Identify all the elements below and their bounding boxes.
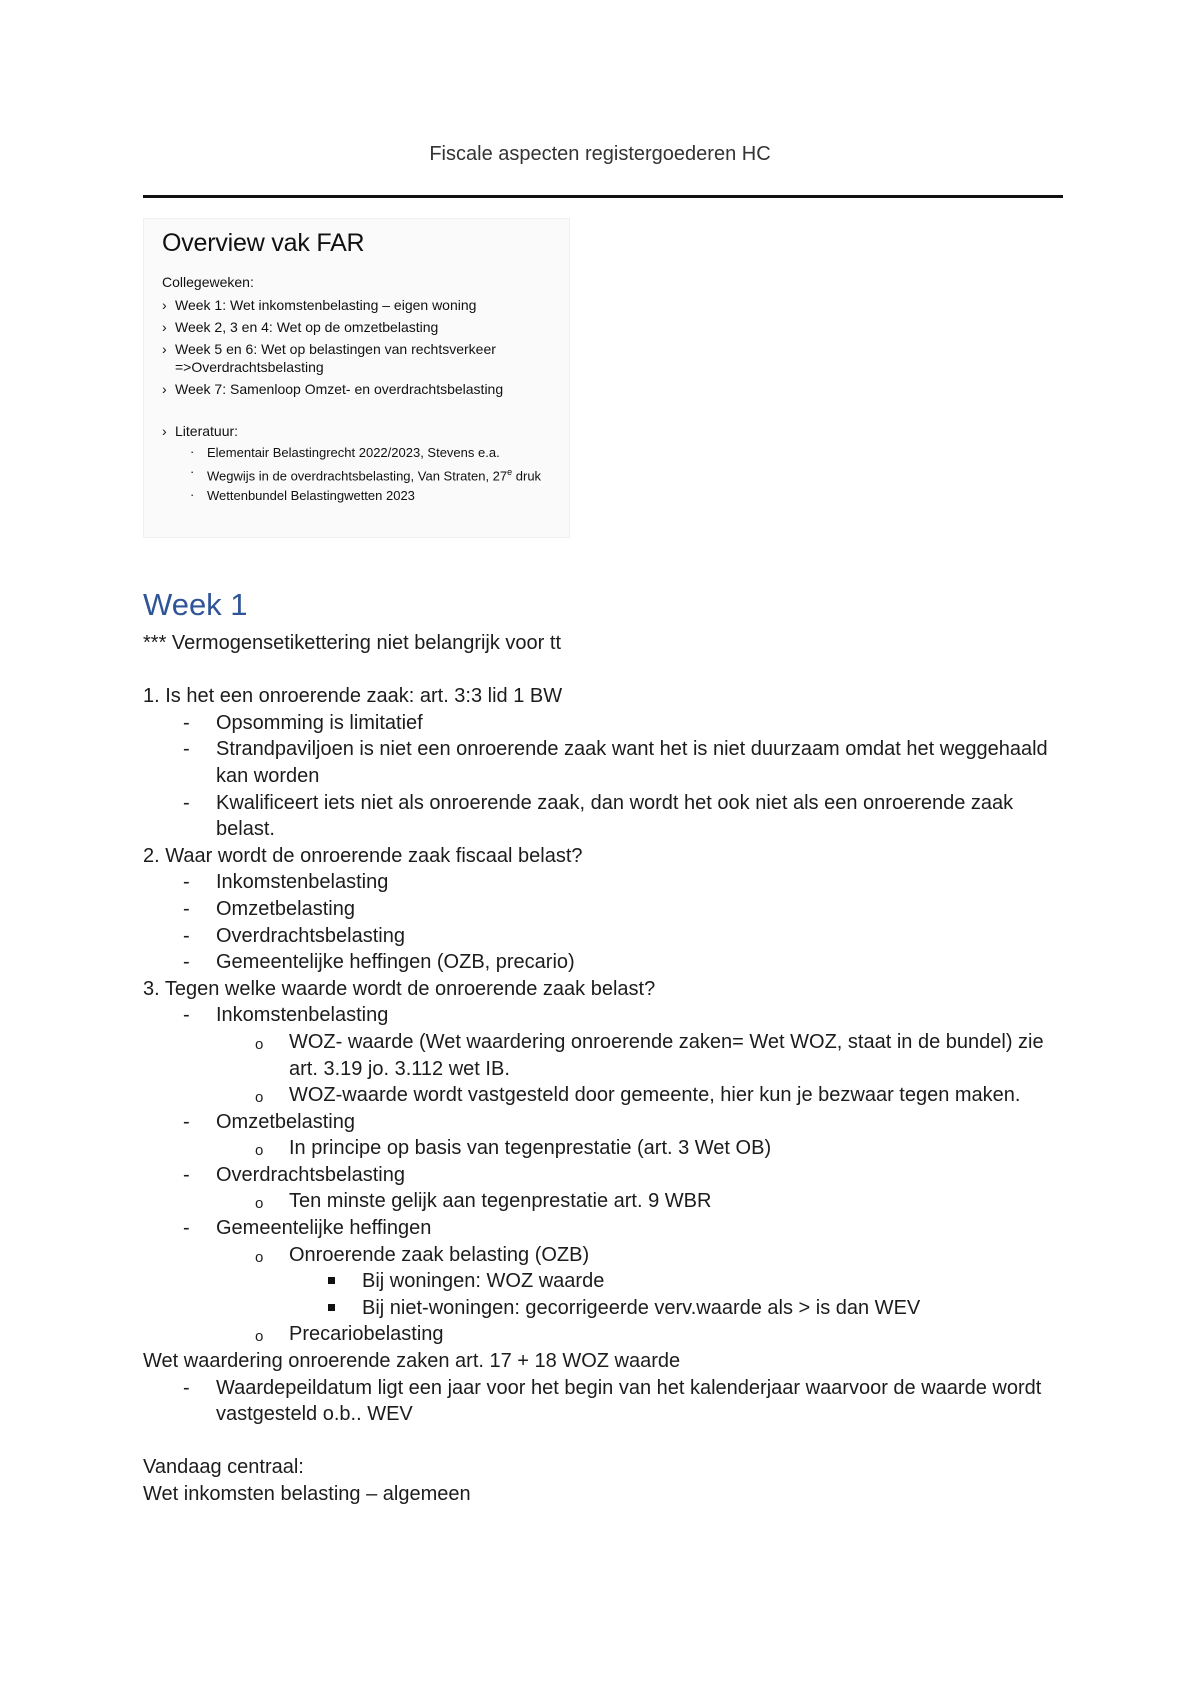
arrow-icon: › [162,381,167,397]
circle-item: o WOZ- waarde (Wet waardering onroerende zaken= Wet WOZ, staat in de bundel) zie art. 3.19 jo. 3.112 wet IB. [255,1030,1044,1080]
slide-item: › Week 5 en 6: Wet op belastingen van rechtsverkeer [162,341,496,357]
bullet-icon: · [190,487,195,503]
numbered-item: 3. Tegen welke waarde wordt de onroerende zaak belast? [143,977,656,1000]
arrow-icon: › [162,319,167,335]
embedded-slide-image [143,218,570,538]
square-bullet-icon [328,1304,335,1311]
circle-item: o Onroerende zaak belasting (OZB) [255,1243,590,1266]
bullet-icon: · [190,444,195,459]
dash-item: - Gemeentelijke heffingen (OZB, precario) [183,951,575,974]
dash-item: - Omzetbelasting [183,1110,355,1133]
dash-item: - Omzetbelasting [183,897,355,920]
dash-item: - Gemeentelijke heffingen [183,1217,432,1240]
arrow-icon: › [162,423,167,439]
circle-item: o WOZ-waarde wordt vastgesteld door gemeente, hier kun je bezwaar tegen maken. [255,1084,1021,1107]
circle-item: o Precariobelasting [255,1323,444,1346]
text-line: Vandaag centraal: [143,1456,304,1479]
slide-item: › Week 1: Wet inkomstenbelasting – eigen woning [162,297,477,313]
section-heading: Week 1 [143,587,248,622]
slide-label: Collegeweken: [162,274,254,290]
dash-item: - Overdrachtsbelasting [183,924,405,947]
square-item: Bij niet-woningen: gecorrigeerde verv.waarde als > is dan WEV [143,1295,1063,1322]
dash-item: - Inkomstenbelasting [183,1004,389,1027]
note-line: *** Vermogensetikettering niet belangrijk voor tt [143,632,562,654]
page-title: Fiscale aspecten registergoederen HC [429,143,771,165]
slide-item: › Week 2, 3 en 4: Wet op de omzetbelasting [162,319,439,335]
slide-lit-item: · Wettenbundel Belastingwetten 2023 [190,487,415,504]
circle-item: o Ten minste gelijk aan tegenprestatie art. 9 WBR [255,1190,712,1213]
bullet-icon: · [190,464,195,479]
slide-lit-item: · Elementair Belastingrecht 2022/2023, Stevens e.a. [190,444,500,460]
numbered-item: 1. Is het een onroerende zaak: art. 3:3 lid 1 BW [143,685,563,708]
document-body [143,588,1063,1508]
dash-item: - Kwalificeert iets niet als onroerende zaak, dan wordt het ook niet als een onroerende zaak belast. [183,791,1014,841]
arrow-icon: › [162,341,167,357]
slide-title: Overview vak FAR [162,229,365,257]
arrow-icon: › [162,297,167,313]
slide-lit-item: · Wegwijs in de overdrachtsbelasting, Van Straten, 27e druk [190,464,542,484]
slide-item: › Week 7: Samenloop Omzet- en overdrachtsbelasting [162,381,504,397]
dash-item: - Opsomming is limitatief [183,711,423,734]
numbered-item: 2. Waar wordt de onroerende zaak fiscaal belast? [143,844,583,867]
circle-item: o In principe op basis van tegenprestatie (art. 3 Wet OB) [255,1137,772,1160]
dash-item: - Strandpaviljoen is niet een onroerende zaak want het is niet duurzaam omdat het weggehaald kan worden [183,738,1048,787]
square-bullet-icon [328,1277,335,1284]
square-item: Bij woningen: WOZ waarde [143,1268,1063,1295]
text-line: Wet waardering onroerende zaken art. 17 + 18 WOZ waarde [143,1350,681,1373]
text-line: Wet inkomsten belasting – algemeen [143,1483,471,1505]
slide-item-continuation: =>Overdrachtsbelasting [175,359,324,375]
dash-item: - Waardepeildatum ligt een jaar voor het begin van het kalenderjaar waarvoor de waarde wordt vastgesteld o.b.. WEV [183,1376,1042,1426]
slide-lit-label: › Literatuur: [162,423,239,439]
dash-item: - Inkomstenbelasting [183,871,389,894]
dash-item: - Overdrachtsbelasting [183,1163,405,1186]
header-divider [143,195,1063,198]
